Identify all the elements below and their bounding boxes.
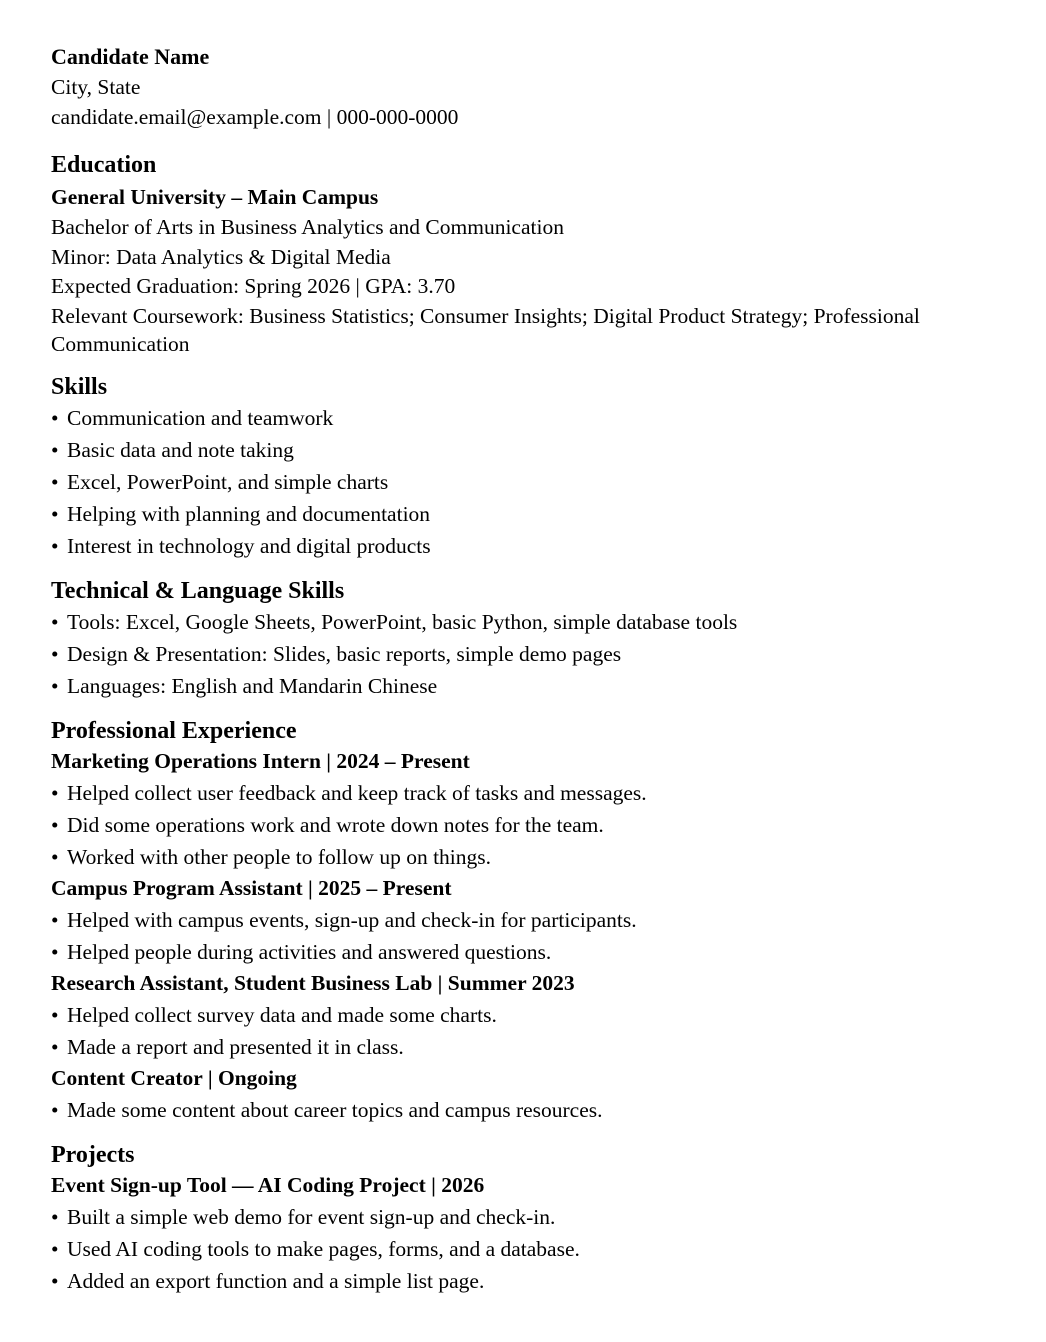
bullet-text: Made a report and presented it in class. (67, 1034, 404, 1059)
projects-section (51, 1140, 1046, 1297)
tech-skills-title: Technical & Language Skills (51, 577, 345, 604)
school-name: General University – Main Campus (51, 185, 379, 209)
candidate-location: City, State (51, 75, 141, 99)
bullet-dot: • (51, 437, 59, 462)
bullet-text: Tools: Excel, Google Sheets, PowerPoint, basic Python, simple database tools (67, 609, 738, 634)
education-section (51, 150, 1046, 358)
bullet-item (51, 904, 1046, 936)
bullet-item (51, 1031, 1046, 1063)
bullet-dot: • (51, 812, 59, 837)
project-entries (51, 1170, 1046, 1297)
entry-heading: Campus Program Assistant | 2025 – Present (51, 875, 452, 900)
bullet-item (51, 1094, 1046, 1126)
bullet-text: Communication and teamwork (67, 405, 334, 430)
bullet-dot: • (51, 501, 59, 526)
bullet-text: Interest in technology and digital products (67, 533, 431, 558)
bullet-text: Excel, PowerPoint, and simple charts (67, 469, 389, 494)
bullet-text: Helped collect user feedback and keep track of tasks and messages. (67, 780, 647, 805)
bullet-item (51, 670, 1046, 702)
bullet-item (51, 1201, 1046, 1233)
education-title: Education (51, 152, 157, 178)
bullet-text: Helping with planning and documentation (67, 501, 431, 526)
candidate-contact: candidate.email@example.com | 000-000-0000 (51, 105, 459, 129)
bullet-item (51, 434, 1046, 466)
bullet-dot: • (51, 469, 59, 494)
bullet-dot: • (51, 405, 59, 430)
bullet-item (51, 777, 1046, 809)
entry-heading: Content Creator | Ongoing (51, 1065, 297, 1090)
skills-section (51, 372, 1046, 562)
experience-title: Professional Experience (51, 717, 297, 744)
minor: Minor: Data Analytics & Digital Media (51, 244, 391, 269)
bullet-item (51, 466, 1046, 498)
tech-skills-list (51, 606, 1046, 702)
bullet-dot: • (51, 1236, 59, 1261)
bullet-dot: • (51, 844, 59, 869)
bullet-dot: • (51, 939, 59, 964)
bullet-dot: • (51, 609, 59, 634)
bullet-dot: • (51, 1097, 59, 1122)
bullet-dot: • (51, 533, 59, 558)
bullet-item (51, 402, 1046, 434)
bullet-item (51, 1233, 1046, 1265)
bullet-item (51, 638, 1046, 670)
bullet-item (51, 530, 1046, 562)
bullet-dot: • (51, 1268, 59, 1293)
bullet-text: Design & Presentation: Slides, basic reports, simple demo pages (67, 641, 622, 666)
bullet-text: Helped people during activities and answered questions. (67, 939, 552, 964)
bullet-text: Used AI coding tools to make pages, forms, and a database. (67, 1236, 580, 1261)
bullet-text: Built a simple web demo for event sign-up and check-in. (67, 1204, 556, 1229)
projects-title: Projects (51, 1141, 135, 1168)
bullet-text: Basic data and note taking (67, 437, 294, 462)
bullet-item (51, 999, 1046, 1031)
experience-section (51, 716, 1046, 1126)
candidate-name: Candidate Name (51, 44, 210, 69)
bullet-text: Worked with other people to follow up on things. (67, 844, 492, 869)
bullet-text: Helped collect survey data and made some charts. (67, 1002, 497, 1027)
entry-heading: Research Assistant, Student Business Lab | Summer 2023 (51, 970, 575, 995)
resume-header (51, 42, 1046, 132)
bullet-item (51, 498, 1046, 530)
bullet-item (51, 606, 1046, 638)
bullet-dot: • (51, 907, 59, 932)
bullet-dot: • (51, 673, 59, 698)
entry-heading: Marketing Operations Intern | 2024 – Present (51, 748, 470, 773)
bullet-dot: • (51, 1002, 59, 1027)
bullet-text: Added an export function and a simple list page. (67, 1268, 485, 1293)
experience-entries (51, 746, 1046, 1126)
bullet-dot: • (51, 780, 59, 805)
graduation-gpa: Expected Graduation: Spring 2026 | GPA: 3.70 (51, 274, 456, 298)
tech-skills-section (51, 576, 1046, 702)
entry-heading: Event Sign-up Tool — AI Coding Project | 2026 (51, 1172, 485, 1197)
bullet-item (51, 1265, 1046, 1297)
bullet-item (51, 841, 1046, 873)
bullet-text: Helped with campus events, sign-up and check-in for participants. (67, 907, 637, 932)
degree: Bachelor of Arts in Business Analytics and Communication (51, 215, 564, 239)
bullet-text: Did some operations work and wrote down notes for the team. (67, 812, 604, 837)
skills-list (51, 402, 1046, 562)
bullet-dot: • (51, 641, 59, 666)
bullet-dot: • (51, 1034, 59, 1059)
bullet-dot: • (51, 1204, 59, 1229)
bullet-text: Made some content about career topics and campus resources. (67, 1097, 603, 1122)
skills-title: Skills (51, 373, 108, 400)
bullet-item (51, 809, 1046, 841)
coursework: Relevant Coursework: Business Statistics; Consumer Insights; Digital Product Strategy; Professional Communication (51, 303, 920, 356)
bullet-text: Languages: English and Mandarin Chinese (67, 673, 438, 698)
bullet-item (51, 936, 1046, 968)
